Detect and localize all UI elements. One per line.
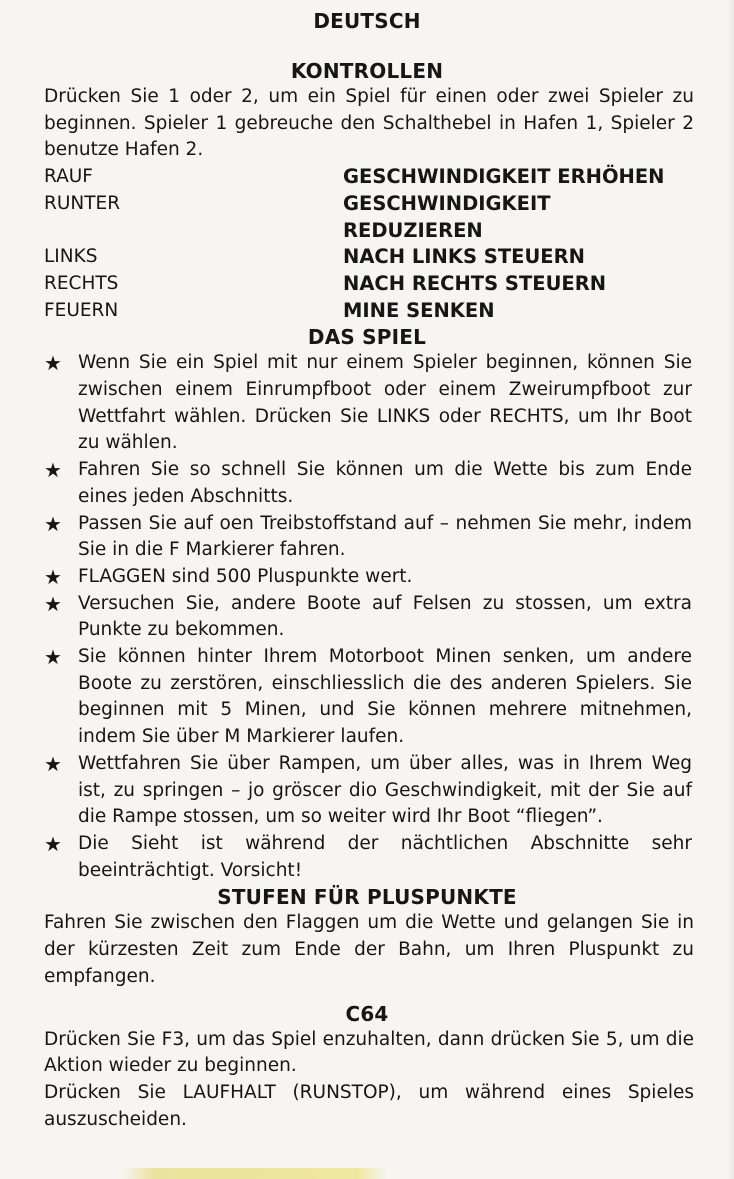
list-item	[44, 591, 692, 644]
bonus-section	[0, 884, 734, 990]
control-key: FEUERN	[44, 299, 119, 321]
game-section	[0, 324, 734, 884]
bullet-text: Sie können hinter Ihrem Motorboot Minen senken, um andere Boote zu zerstören, einschliesslich die des anderen Spielers. Sie beginnen mit 5 Minen, und Sie können mehrere mitnehmen, indem Sie über M Markierer laufen.	[78, 646, 692, 748]
star-icon: ★	[44, 458, 62, 483]
language-heading: DEUTSCH	[313, 9, 421, 33]
game-bullet-list	[0, 350, 734, 884]
control-key: RUNTER	[44, 192, 121, 214]
control-key: LINKS	[44, 246, 98, 268]
bullet-text: Wettfahren Sie über Rampen, um über alles, was in Ihrem Weg ist, zu springen – jo gröscer dio Geschwindigkeit, mit der Sie auf die Rampe stossen, um so weiter wird Ihr Boot “fliegen”.	[78, 752, 692, 828]
controls-table	[44, 164, 704, 324]
control-row	[44, 271, 704, 298]
control-action: NACH RECHTS STEUERN	[343, 271, 607, 295]
list-item	[44, 350, 692, 457]
control-key: RAUF	[44, 166, 93, 188]
bonus-heading: STUFEN FÜR PLUSPUNKTE	[217, 885, 517, 910]
bullet-text: Die Sieht ist während der nächtlichen Abschnitte sehr beeinträchtigt. Vorsicht!	[78, 832, 692, 881]
control-action: NACH LINKS STEUERN	[343, 245, 585, 269]
bullet-text: Versuchen Sie, andere Boote auf Felsen zu stossen, um extra Punkte zu bekommen.	[78, 592, 692, 641]
control-action: GESCHWINDIGKEIT ERHÖHEN	[343, 165, 665, 189]
c64-paragraph: Drücken Sie F3, um das Spiel enzuhalten, dann drücken Sie 5, um die Aktion wieder zu beginnen.	[44, 1028, 694, 1077]
star-icon: ★	[44, 751, 62, 776]
c64-section	[0, 1001, 734, 1134]
controls-heading: KONTROLLEN	[290, 59, 444, 83]
c64-heading: C64	[345, 1001, 389, 1026]
c64-paragraph: Drücken Sie LAUFHALT (RUNSTOP), um während eines Spieles auszuscheiden.	[44, 1081, 694, 1130]
controls-intro: Drücken Sie 1 oder 2, um ein Spiel für einen oder zwei Spieler zu beginnen. Spieler 1 gebreuche den Schalthebel in Hafen 1, Spieler 2 benutze Hafen 2.	[44, 86, 694, 161]
control-row	[44, 164, 704, 191]
control-row	[44, 191, 704, 244]
star-icon: ★	[44, 831, 62, 856]
control-action: GESCHWINDIGKEIT REDUZIEREN	[343, 191, 551, 242]
bullet-text: Fahren Sie so schnell Sie können um die Wette bis zum Ende eines jeden Abschnitts.	[78, 459, 692, 507]
bonus-text: Fahren Sie zwischen den Flaggen um die Wette und gelangen Sie in der kürzesten Zeit zum Ende der Bahn, um Ihren Pluspunkt zu empfangen.	[44, 912, 694, 987]
bullet-text: Wenn Sie ein Spiel mit nur einem Spieler beginnen, können Sie zwischen einem Einrumpfboot oder einem Zweirumpfboot zur Wettfahrt wählen. Drücken Sie LINKS oder RECHTS, um Ihr Boot zu wählen.	[78, 352, 692, 454]
control-row	[44, 298, 704, 325]
list-item	[44, 751, 692, 831]
paper-edge-shadow	[728, 0, 734, 1179]
control-key: RECHTS	[44, 272, 119, 294]
star-icon: ★	[44, 511, 62, 536]
control-row	[44, 244, 704, 271]
control-action: MINE SENKEN	[343, 298, 495, 322]
controls-section	[0, 58, 734, 324]
list-item	[44, 644, 692, 751]
star-icon: ★	[44, 645, 62, 670]
list-item	[44, 511, 692, 564]
game-heading: DAS SPIEL	[307, 325, 427, 350]
list-item	[44, 831, 692, 884]
list-item	[44, 564, 692, 591]
list-item	[44, 457, 692, 510]
star-icon: ★	[44, 564, 62, 589]
star-icon: ★	[44, 351, 62, 376]
bullet-text: FLAGGEN sind 500 Pluspunkte wert.	[78, 565, 413, 587]
bullet-text: Passen Sie auf oen Treibstoffstand auf – nehmen Sie mehr, indem Sie in die F Markierer fahren.	[78, 512, 692, 561]
star-icon: ★	[44, 591, 62, 616]
paper-stain	[122, 1168, 388, 1179]
